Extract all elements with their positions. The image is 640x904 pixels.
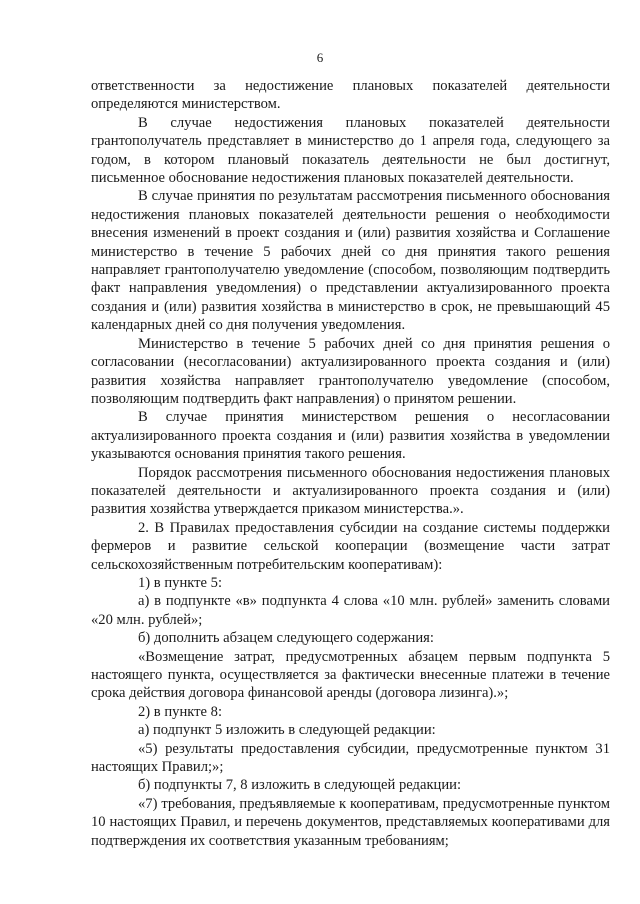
document-body [91,77,610,850]
paragraph: а) подпункт 5 изложить в следующей редакции: [138,722,436,739]
paragraph: «7) требования, предъявляемые к кооперативам, предусмотренные пунктом 10 настоящих Правил, и перечень документов, представляемых кооперативами для подтверждения их соответствия указанным требованиям; [91,795,610,849]
paragraph: В случае принятия министерством решения о несогласовании актуализированного проекта создания и (или) развития хозяйства в уведомлении указываются основания принятия такого решения. [91,409,610,463]
paragraph: а) в подпункте «в» подпункта 4 слова «10 млн. рублей» заменить словами «20 млн. рублей»; [91,593,610,628]
paragraph: б) подпункты 7, 8 изложить в следующей редакции: [138,777,462,794]
paragraph: Министерство в течение 5 рабочих дней со дня принятия решения о согласовании (несогласовании) актуализированного проекта создания и (или) развития хозяйства направляет грантополучателю уведомление (способом, позволяющим подтвердить факт направления) о принятом решении. [91,335,610,407]
paragraph: 2. В Правилах предоставления субсидии на создание системы поддержки фермеров и развитие сельской кооперации (возмещение части затрат сельскохозяйственным потребительским кооперативам): [91,519,610,573]
paragraph: ответственности за недостижение плановых показателей деятельности определяются министерством. [91,78,610,113]
page-number: 6 [316,50,324,65]
paragraph: В случае недостижения плановых показателей деятельности грантополучатель представляет в министерство до 1 апреля года, следующего за годом, в котором плановый показатель деятельности не был достигнут, письменное обоснование недостижения плановых показателей деятельности. [91,114,610,187]
paragraph: «Возмещение затрат, предусмотренных абзацем первым подпункта 5 настоящего пункта, осуществляется за фактически внесенные платежи в течение срока действия договора финансовой аренды (договора лизинга).»; [91,648,610,702]
paragraph: 1) в пункте 5: [138,574,223,591]
paragraph: В случае принятия по результатам рассмотрения письменного обоснования недостижения плановых показателей деятельности решения о необходимости внесения изменений в проект создания и (или) развития хозяйства и Соглашение министерство в течение 5 рабочих дней со дня принятия такого решения направляет грантополучателю уведомление (способом, позволяющим подтвердить факт направления уведомления) о представлении актуализированного проекта создания и (или) развития хозяйства в министерство в срок, не превышающий 45 календарных дней со дня получения уведомления. [91,188,610,334]
paragraph: 2) в пункте 8: [138,703,223,720]
paragraph: б) дополнить абзацем следующего содержания: [138,630,434,647]
paragraph: «5) результаты предоставления субсидии, предусмотренные пунктом 31 настоящих Правил;»; [91,740,610,776]
paragraph: Порядок рассмотрения письменного обоснования недостижения плановых показателей деятельности и актуализированного проекта создания и (или) развития хозяйства утверждается приказом министерства.». [91,464,610,518]
